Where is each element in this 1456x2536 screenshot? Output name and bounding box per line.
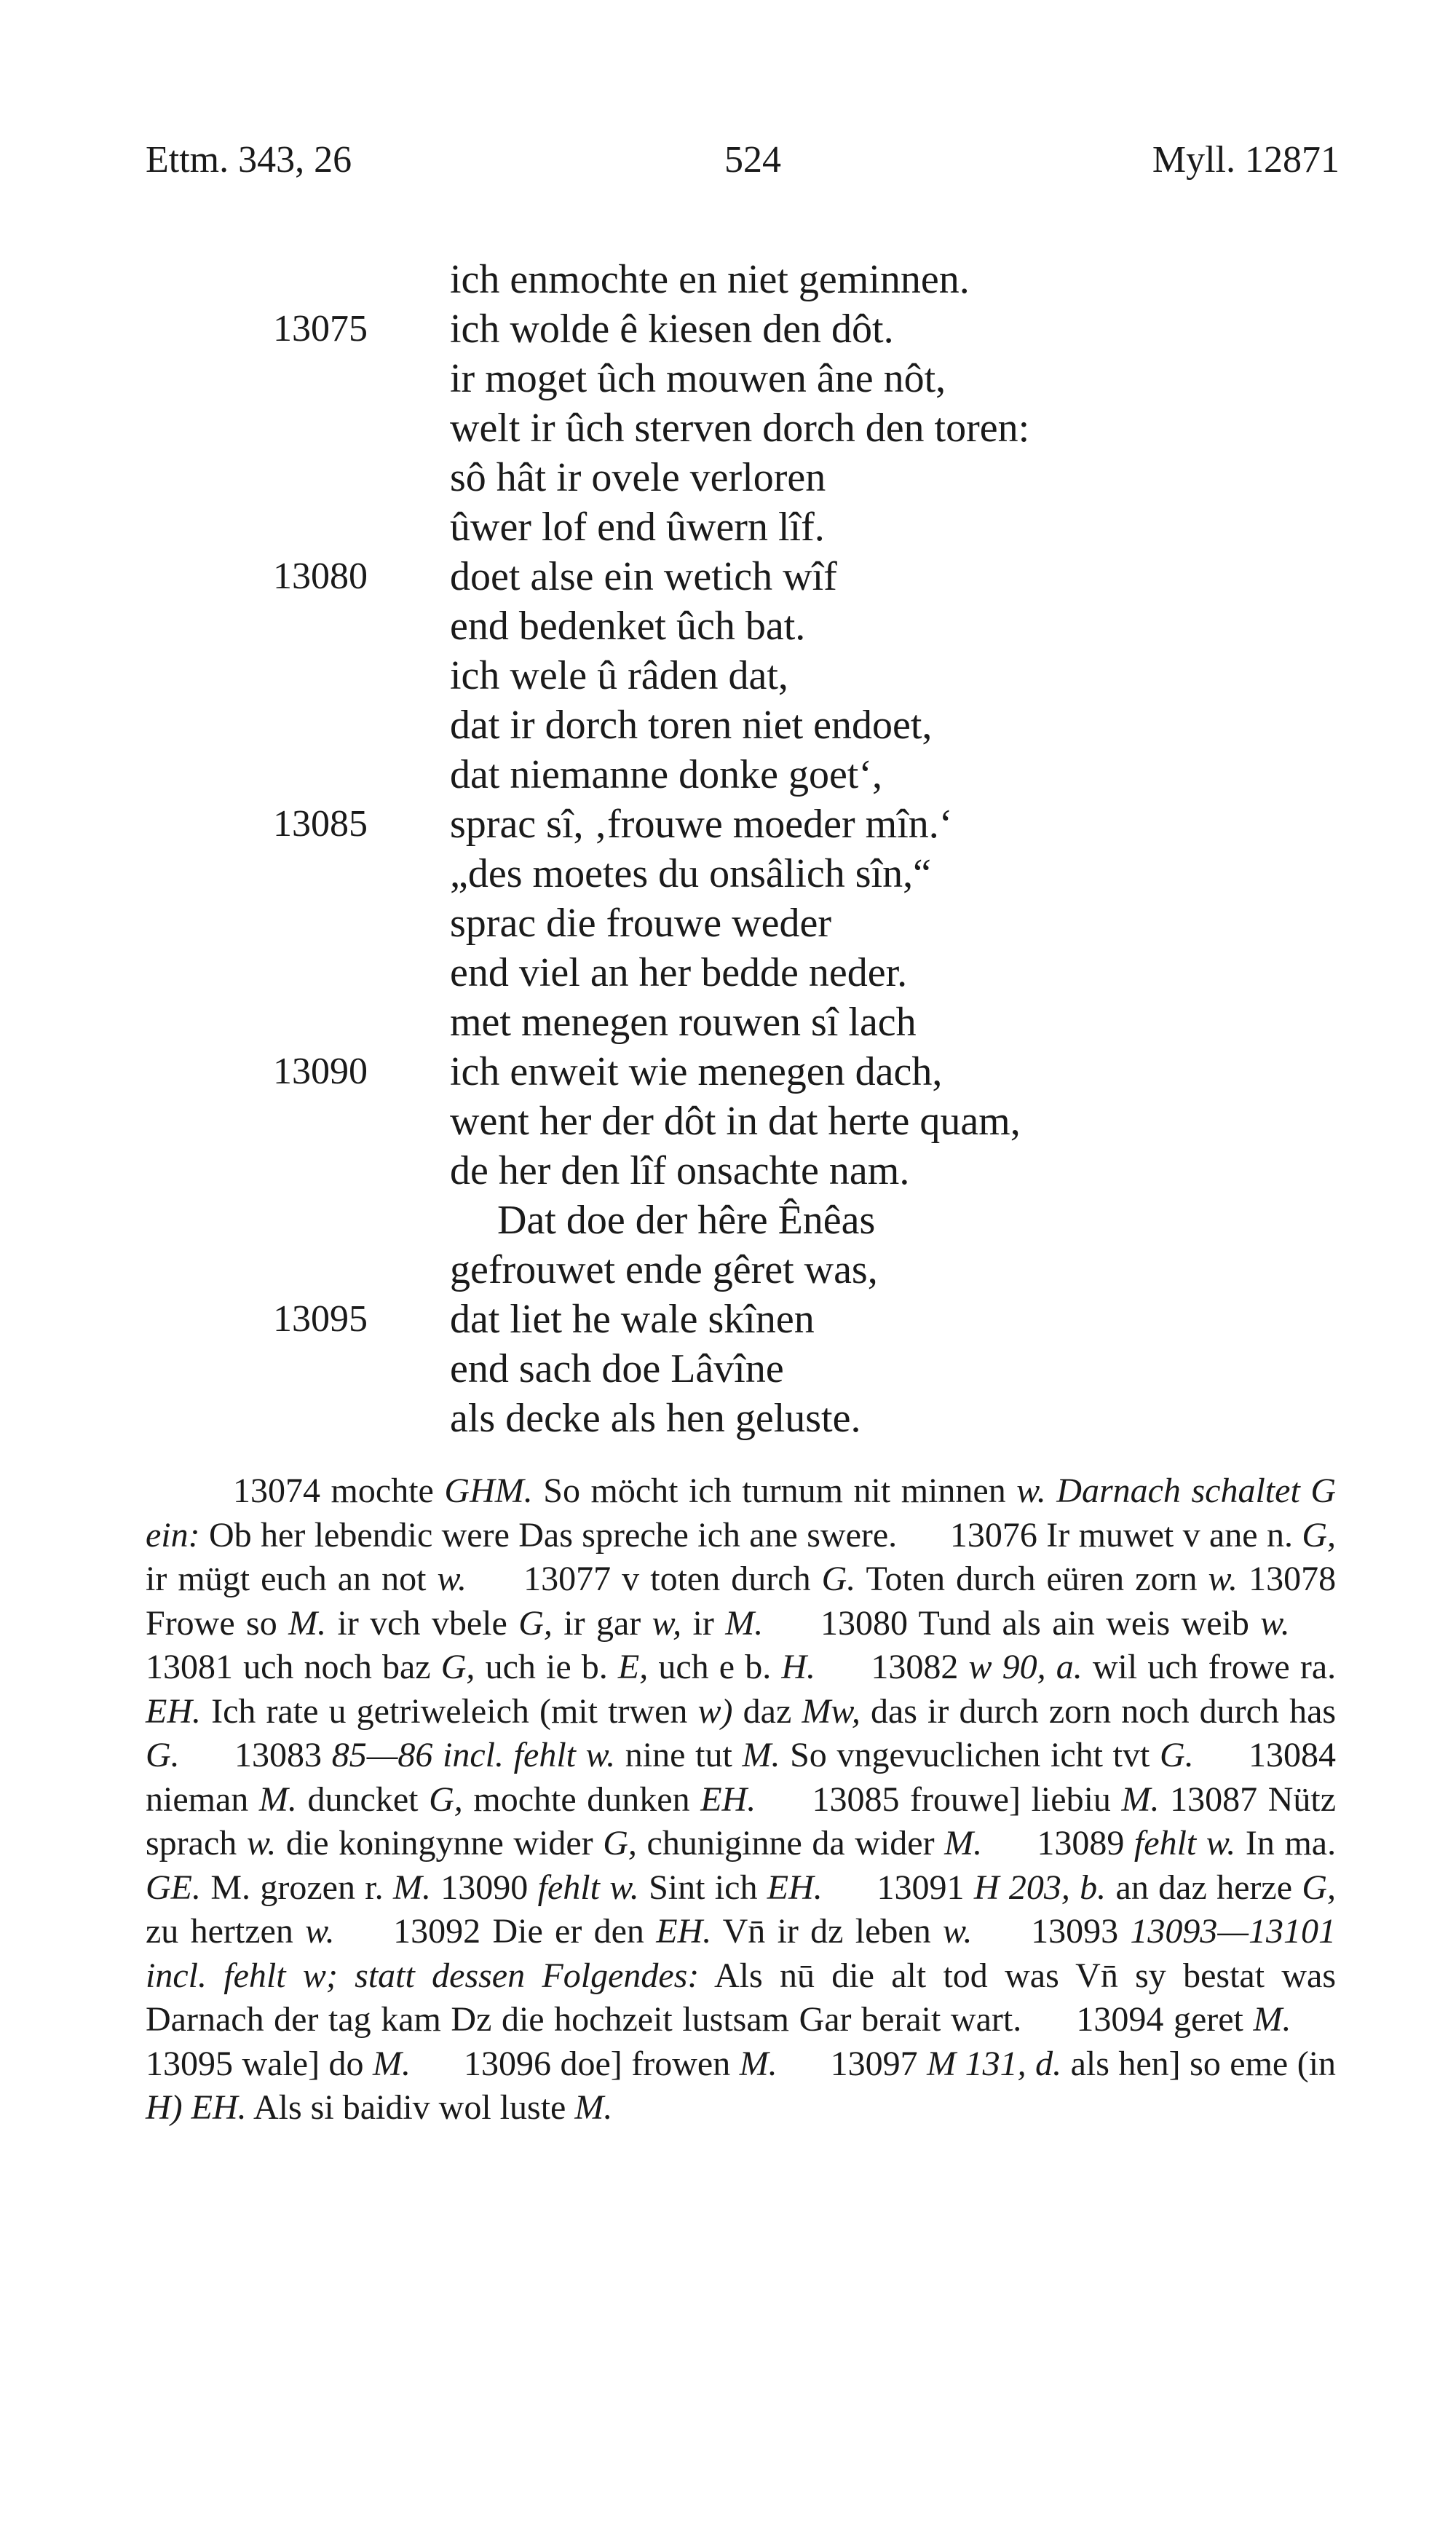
verse-text-line: dat ir dorch toren niet endoet, bbox=[450, 703, 933, 748]
verse-line bbox=[0, 453, 1456, 502]
verse-text-line: „des moetes du onsâlich sîn,“ bbox=[450, 851, 931, 896]
verse-text-line: de her den lîf onsachte nam. bbox=[450, 1148, 910, 1193]
apparatus-siglum: EH. bbox=[700, 1779, 756, 1819]
header-left-reference: Ettm. 343, 26 bbox=[146, 139, 352, 181]
apparatus-text: wil uch frowe ra. bbox=[1092, 1648, 1337, 1686]
apparatus-siglum: G, bbox=[603, 1824, 637, 1863]
apparatus-siglum: M. bbox=[739, 2044, 778, 2083]
verse-text-line: als decke als hen geluste. bbox=[450, 1396, 861, 1441]
verse-text-line: end viel an her bedde neder. bbox=[450, 950, 908, 995]
line-number: 13085 bbox=[273, 803, 368, 845]
verse-text-line: dat niemanne donke goet‘, bbox=[450, 752, 883, 797]
apparatus-text: Als si baidiv wol luste bbox=[253, 2088, 566, 2127]
apparatus-siglum: w 90, a. bbox=[968, 1648, 1083, 1686]
verse-line bbox=[0, 354, 1456, 403]
apparatus-text: uch ie b. bbox=[485, 1648, 608, 1686]
apparatus-siglum: EH. bbox=[767, 1868, 823, 1907]
apparatus-text: 13077 v toten durch bbox=[523, 1560, 811, 1598]
apparatus-siglum: EH. bbox=[656, 1912, 712, 1951]
verse-line bbox=[0, 1097, 1456, 1146]
apparatus-siglum: w. bbox=[246, 1824, 277, 1863]
running-head bbox=[146, 138, 1340, 189]
apparatus-text: als hen] so eme (in bbox=[1070, 2044, 1337, 2083]
verse-line bbox=[0, 1245, 1456, 1295]
apparatus-text: ir vch vbele bbox=[337, 1603, 507, 1643]
apparatus-siglum: G. bbox=[146, 1736, 180, 1774]
verse-line bbox=[0, 948, 1456, 998]
apparatus-editorial-note: 85—86 incl. fehlt w. bbox=[331, 1736, 616, 1774]
verse-text-line: doet alse ein wetich wîf bbox=[450, 554, 837, 599]
apparatus-siglum: G, bbox=[440, 1648, 475, 1686]
verse-text-line: ich enweit wie menegen dach, bbox=[450, 1049, 943, 1094]
verse-line bbox=[0, 998, 1456, 1047]
line-number: 13095 bbox=[273, 1298, 368, 1340]
verse-line bbox=[0, 700, 1456, 750]
apparatus-siglum: w. bbox=[437, 1560, 467, 1598]
verse-line bbox=[0, 255, 1456, 304]
apparatus-siglum: M. bbox=[373, 2044, 411, 2083]
verse-line bbox=[0, 1344, 1456, 1394]
verse-line bbox=[0, 1146, 1456, 1196]
apparatus-text: 13092 Die er den bbox=[393, 1912, 644, 1951]
verse-text-line: gefrouwet ende gêret was, bbox=[450, 1247, 878, 1292]
apparatus-siglum: G. bbox=[821, 1560, 856, 1598]
line-number: 13075 bbox=[273, 308, 368, 349]
apparatus-siglum: G, bbox=[518, 1603, 553, 1643]
apparatus-text: So vngevuclichen icht tvt bbox=[790, 1736, 1150, 1774]
page-number: 524 bbox=[724, 139, 781, 181]
verse-text-line: end sach doe Lâvîne bbox=[450, 1346, 784, 1391]
apparatus-text: 13081 uch noch baz bbox=[146, 1648, 431, 1686]
apparatus-siglum: w. bbox=[305, 1912, 335, 1951]
verse-line bbox=[0, 1394, 1456, 1443]
verse-line bbox=[0, 403, 1456, 453]
apparatus-text: 13085 frouwe] liebiu bbox=[812, 1779, 1111, 1819]
apparatus-editorial-note: 13093—13101 incl. fehlt w; statt dessen Folgendes: bbox=[146, 1912, 1337, 1995]
verse-text-line: end bedenket ûch bat. bbox=[450, 604, 806, 649]
apparatus-text: 13080 Tund als ain weis weib bbox=[820, 1603, 1249, 1643]
apparatus-siglum: EH. bbox=[146, 1691, 201, 1731]
verse-text-line: welt ir ûch sterven dorch den toren: bbox=[450, 406, 1030, 451]
verse-line bbox=[0, 1047, 1456, 1097]
apparatus-text: 13082 bbox=[871, 1648, 959, 1686]
verse-text-line: ich enmochte en niet geminnen. bbox=[450, 257, 970, 302]
apparatus-siglum: w) bbox=[697, 1691, 733, 1731]
line-number: 13090 bbox=[273, 1051, 368, 1092]
header-right-reference: Myll. 12871 bbox=[1152, 139, 1340, 181]
apparatus-editorial-note: fehlt w. bbox=[537, 1868, 639, 1907]
apparatus-editorial-note: fehlt w. bbox=[1133, 1824, 1236, 1863]
verse-line bbox=[0, 750, 1456, 799]
apparatus-siglum: M. bbox=[742, 1736, 780, 1774]
verse-line bbox=[0, 1196, 1456, 1245]
apparatus-text: 13078 Frowe so bbox=[146, 1560, 1337, 1643]
apparatus-text: In ma. bbox=[1245, 1824, 1337, 1863]
apparatus-siglum: Mw, bbox=[802, 1691, 860, 1731]
apparatus-siglum: w, bbox=[652, 1603, 682, 1643]
verse-text-line: went her der dôt in dat herte quam, bbox=[450, 1099, 1021, 1144]
apparatus-siglum: M. bbox=[1121, 1779, 1160, 1819]
apparatus-text: uch e b. bbox=[658, 1648, 772, 1686]
apparatus-text: 13097 bbox=[830, 2044, 918, 2083]
apparatus-text: 13091 bbox=[877, 1868, 965, 1907]
apparatus-editorial-note: Darnach schaltet G ein: bbox=[146, 1472, 1337, 1555]
verse-text-line: Dat doe der hêre Ênêas bbox=[497, 1198, 876, 1243]
apparatus-siglum: G, bbox=[1302, 1868, 1337, 1907]
verse-text-line: ich wolde ê kiesen den dôt. bbox=[450, 307, 894, 352]
apparatus-text: daz bbox=[743, 1691, 792, 1731]
verse-text-line: sô hât ir ovele verloren bbox=[450, 455, 826, 500]
apparatus-text: 13095 wale] do bbox=[146, 2044, 364, 2083]
verse-line bbox=[0, 304, 1456, 354]
apparatus-siglum: M. bbox=[574, 2088, 613, 2127]
apparatus-text: 13096 doe] frowen bbox=[464, 2044, 731, 2083]
apparatus-siglum: G, bbox=[429, 1779, 463, 1819]
apparatus-text: ir gar bbox=[563, 1603, 641, 1643]
apparatus-text: 13093 bbox=[1031, 1912, 1119, 1951]
apparatus-text: mochte dunken bbox=[473, 1779, 690, 1819]
apparatus-text: 13089 bbox=[1037, 1824, 1125, 1863]
apparatus-text: 13076 Ir muwet v ane n. bbox=[949, 1515, 1293, 1555]
line-number: 13080 bbox=[273, 556, 368, 597]
verse-line bbox=[0, 651, 1456, 700]
apparatus-text: die koningynne wider bbox=[285, 1824, 593, 1863]
apparatus-text: 13074 mochte bbox=[233, 1472, 434, 1510]
verse-text-line: ich wele û râden dat, bbox=[450, 653, 788, 698]
apparatus-text: nine tut bbox=[625, 1736, 732, 1774]
apparatus-text: So möcht ich turnum nit minnen bbox=[543, 1472, 1006, 1510]
apparatus-text: chuniginne da wider bbox=[646, 1824, 935, 1863]
verse-text-line: ûwer lof end ûwern lîf. bbox=[450, 505, 825, 550]
verse-line bbox=[0, 799, 1456, 849]
critical-apparatus bbox=[146, 1469, 1336, 2130]
apparatus-text: Ich rate u getriweleich (mit trwen bbox=[211, 1691, 688, 1731]
verse-line bbox=[0, 849, 1456, 898]
apparatus-siglum: G, bbox=[1302, 1515, 1337, 1555]
apparatus-siglum: E, bbox=[617, 1648, 649, 1686]
apparatus-siglum: H) bbox=[146, 2088, 183, 2127]
verse-text bbox=[0, 255, 1456, 1443]
apparatus-siglum: w. bbox=[1208, 1560, 1238, 1598]
apparatus-siglum: w. bbox=[1260, 1603, 1290, 1643]
apparatus-siglum: GE. bbox=[146, 1868, 201, 1907]
verse-line bbox=[0, 502, 1456, 552]
apparatus-text: Sint ich bbox=[649, 1868, 758, 1907]
verse-text-line: dat liet he wale skînen bbox=[450, 1297, 815, 1342]
apparatus-siglum: G. bbox=[1160, 1736, 1194, 1774]
apparatus-siglum: w. bbox=[943, 1912, 973, 1951]
apparatus-text: ir mügt euch an not bbox=[146, 1560, 427, 1598]
apparatus-text: duncket bbox=[307, 1779, 419, 1819]
verse-line bbox=[0, 1295, 1456, 1344]
apparatus-text: 13090 bbox=[440, 1868, 529, 1907]
apparatus-text: 13083 bbox=[234, 1736, 323, 1774]
verse-line bbox=[0, 898, 1456, 948]
apparatus-siglum: M. bbox=[1253, 2000, 1291, 2039]
apparatus-siglum: GHM. bbox=[444, 1472, 533, 1510]
apparatus-text: 13084 nieman bbox=[146, 1736, 1337, 1819]
verse-line bbox=[0, 601, 1456, 651]
apparatus-text: ir bbox=[692, 1603, 714, 1643]
apparatus-siglum: H. bbox=[781, 1648, 816, 1686]
apparatus-siglum: M. bbox=[392, 1868, 431, 1907]
apparatus-siglum: M. bbox=[725, 1603, 764, 1643]
apparatus-text: Toten durch eüren zorn bbox=[866, 1560, 1198, 1598]
apparatus-text: M. grozen r. bbox=[210, 1868, 384, 1907]
apparatus-text: Vn̄ ir dz leben bbox=[722, 1912, 931, 1951]
apparatus-text: Ob her lebendic were Das spreche ich ane swere. bbox=[209, 1515, 898, 1555]
apparatus-text: zu hertzen bbox=[146, 1912, 293, 1951]
apparatus-siglum: M. bbox=[288, 1603, 327, 1643]
apparatus-siglum: EH. bbox=[191, 2088, 247, 2127]
apparatus-text: 13087 Nütz sprach bbox=[146, 1779, 1337, 1863]
apparatus-siglum: H 203, b. bbox=[973, 1868, 1107, 1907]
verse-text-line: sprac sî, ‚frouwe moeder mîn.‘ bbox=[450, 802, 953, 847]
apparatus-text: Als nū die alt tod was Vn̄ sy bestat was Darnach der tag kam Dz die hochzeit lustsam Gar berait wart. bbox=[146, 1956, 1337, 2039]
apparatus-siglum: M 131, d. bbox=[927, 2044, 1062, 2083]
verse-text-line: ir moget ûch mouwen âne nôt, bbox=[450, 356, 946, 401]
apparatus-siglum: M. bbox=[944, 1824, 983, 1863]
apparatus-siglum: w. bbox=[1016, 1472, 1046, 1510]
apparatus-text: 13094 geret bbox=[1076, 2000, 1243, 2039]
apparatus-text: an daz herze bbox=[1115, 1868, 1293, 1907]
apparatus-siglum: M. bbox=[258, 1779, 297, 1819]
verse-text-line: met menegen rouwen sî lach bbox=[450, 1000, 917, 1045]
verse-line bbox=[0, 552, 1456, 601]
apparatus-text: das ir durch zorn noch durch has bbox=[870, 1691, 1337, 1731]
verse-text-line: sprac die frouwe weder bbox=[450, 901, 831, 946]
